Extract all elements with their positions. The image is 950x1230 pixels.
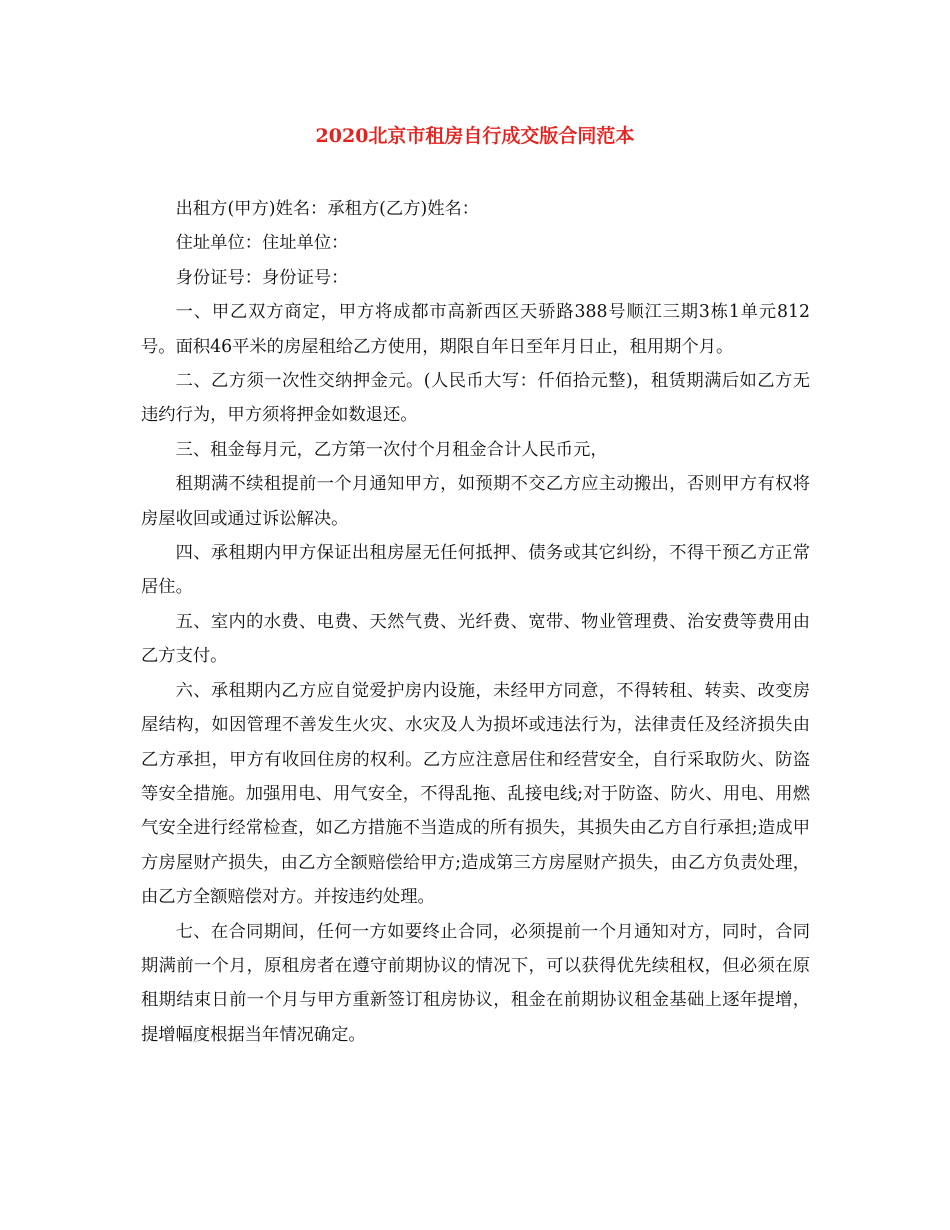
paragraph-parties: 出租方(甲方)姓名：承租方(乙方)姓名： (175, 199, 480, 219)
paragraph-id-number: 身份证号：身份证号： (175, 267, 349, 288)
paragraph-clause-3-continued: 租期满不续租提前一个月通知甲方，如预期不交乙方应主动搬出，否则甲方有权将房屋收回或通过诉讼解决。 (141, 474, 810, 529)
paragraph-clause-7: 七、在合同期间，任何一方如要终止合同，必须提前一个月通知对方，同时，合同期满前一个月，原租房者在遵守前期协议的情况下，可以获得优先续租权，但必须在原租期结束日前一个月与甲方重新签订租房协议，租金在前期协议租金基础上逐年提增，提增幅度根据当年情况确定。 (141, 921, 810, 1045)
paragraph-clause-3: 三、租金每月元，乙方第一次付个月租金合计人民币元， (175, 439, 608, 460)
document-title: 2020北京市租房自行成交版合同范本 (315, 125, 635, 147)
paragraph-clause-4: 四、承租期内甲方保证出租房屋无任何抵押、债务或其它纠纷，不得干预乙方正常居住。 (141, 543, 810, 598)
document-body (141, 192, 810, 1052)
paragraph-address: 住址单位：住址单位： (175, 233, 349, 254)
paragraph-clause-1: 一、甲乙双方商定，甲方将成都市高新西区天骄路388号顺江三期3栋1单元812号。面积46平米的房屋租给乙方使用，期限自年日至年月日止，租用期个月。 (141, 302, 810, 357)
paragraph-clause-6: 六、承租期内乙方应自觉爱护房内设施，未经甲方同意，不得转租、转卖、改变房屋结构，如因管理不善发生火灾、水灾及人为损坏或违法行为，法律责任及经济损失由乙方承担，甲方有收回住房的权利。乙方应注意居住和经营安全，自行采取防火、防盗等安全措施。加强用电、用气安全，不得乱拖、乱接电线;对于防盗、防火、用电、用燃气安全进行经常检查，如乙方措施不当造成的所有损失，其损失由乙方自行承担;造成甲方房屋财产损失，由乙方全额赔偿给甲方;造成第三方房屋财产损失，由乙方负责处理，由乙方全额赔偿对方。并按违约处理。 (141, 680, 810, 908)
paragraph-clause-5: 五、室内的水费、电费、天然气费、光纤费、宽带、物业管理费、治安费等费用由乙方支付。 (141, 611, 810, 667)
paragraph-clause-2: 二、乙方须一次性交纳押金元。(人民币大写：仟佰拾元整)，租赁期满后如乙方无违约行为，甲方须将押金如数退还。 (141, 371, 810, 426)
